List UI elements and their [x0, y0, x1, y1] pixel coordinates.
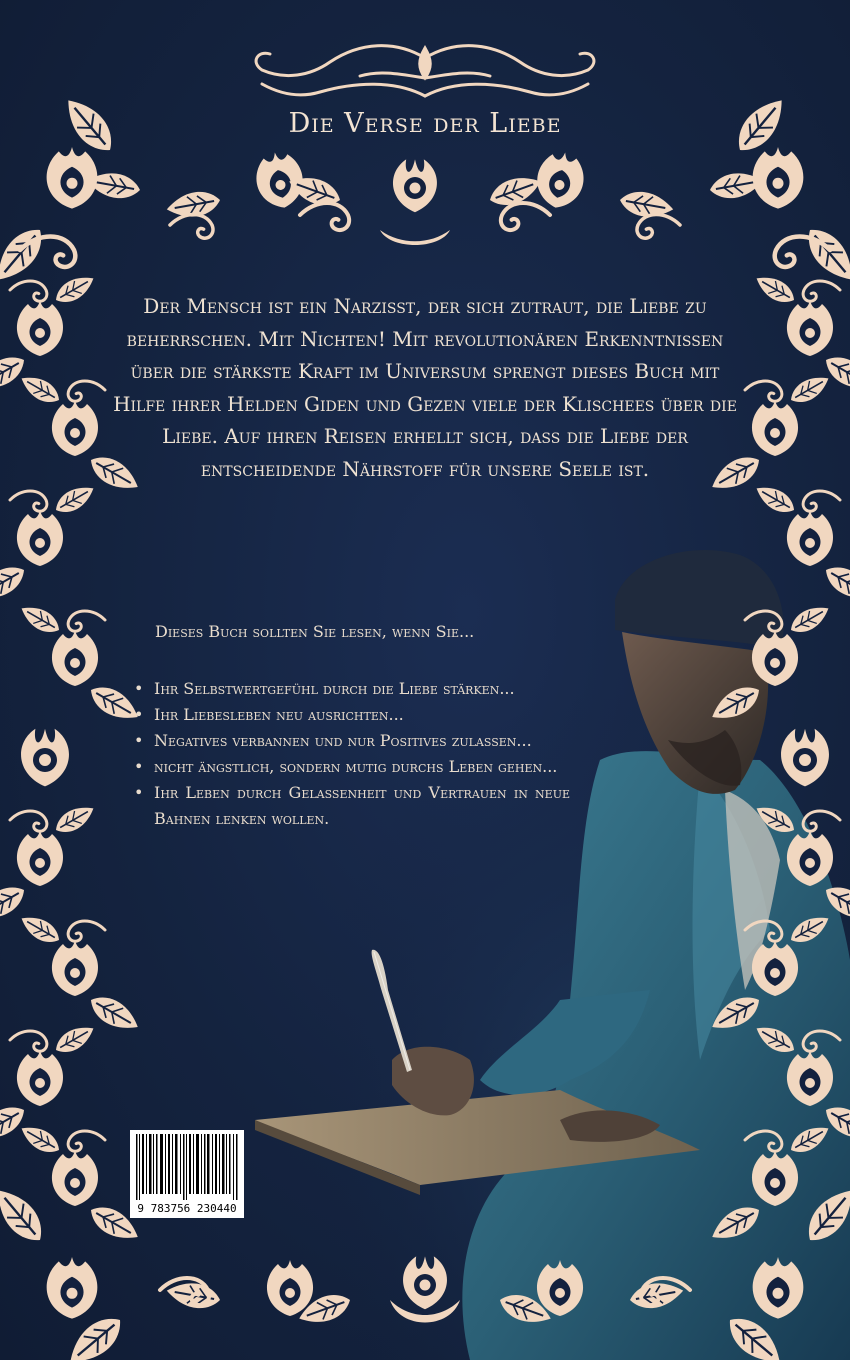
list-item: • Ihr Leben durch Gelassenheit und Vertrauen in neue Bahnen lenken wollen.: [132, 780, 570, 832]
barcode-icon: [130, 1130, 244, 1218]
blurb-text: [110, 290, 740, 485]
list-item: • Ihr Liebesleben neu ausrichten...: [132, 702, 570, 728]
bullet-intro: Dieses Buch sollten Sie lesen, wenn Sie...: [155, 622, 475, 641]
reasons-list: [132, 676, 570, 832]
list-item: • Ihr Selbstwertgefühl durch die Liebe stärken...: [132, 676, 570, 702]
flourish-divider-icon: [256, 46, 594, 96]
list-item: • Negatives verbannen und nur Positives zulassen...: [132, 728, 570, 754]
barcode-bars: [134, 1134, 240, 1200]
book-title: Die Verse der Liebe: [288, 108, 562, 139]
isbn-number: 9 783756 230440: [137, 1202, 237, 1215]
blurb-paragraph: Der Mensch ist ein Narzisst, der sich zutraut, die Liebe zu beherrschen. Mit Nichten! Mit revolutionären Erkenntnissen über die stärkste Kraft im Universum sprengt dieses Buch mit Hilfe ihrer Helden Giden und Gezen viele der Klischees über die Liebe. Auf ihren Reisen erhellt sich, dass die Liebe der entscheidende Nährstoff für unsere Seele ist.: [113, 294, 737, 481]
list-item: • nicht ängstlich, sondern mutig durchs Leben gehen...: [132, 754, 570, 780]
